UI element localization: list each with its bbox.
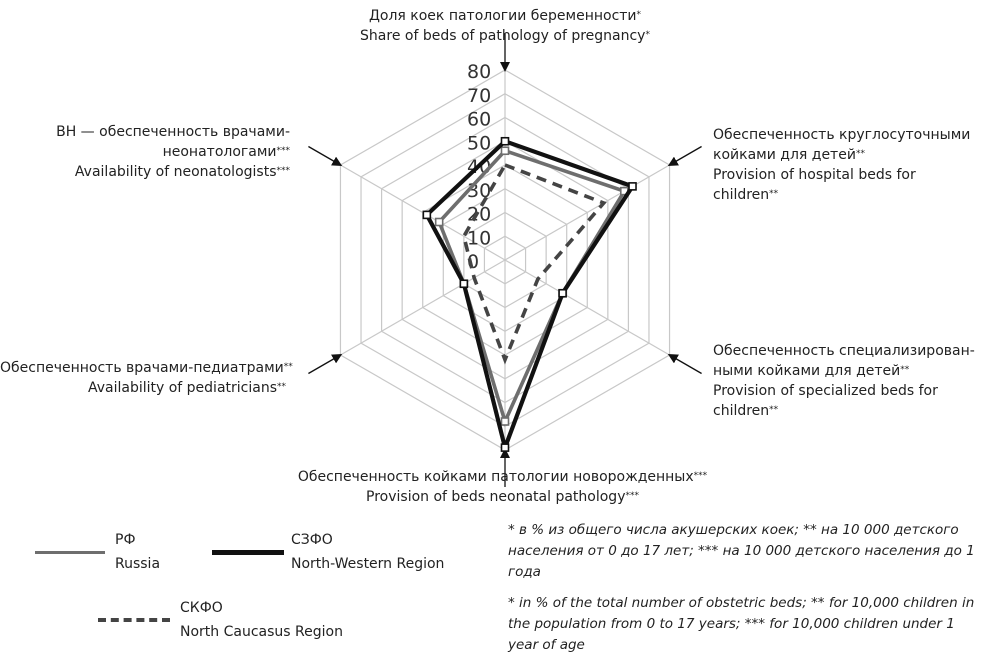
axis-label-bottom-en: Provision of beds neonatal pathology (366, 489, 626, 505)
tick-label: 70 (467, 84, 492, 107)
footnote-en: * in % of the total number of obstetric beds; ** for 10,000 children in the population from 0 to 17 years; *** for 10,000 children under 1 year of age (508, 595, 975, 653)
footnote-mark: * (645, 30, 650, 40)
tick-label: 60 (467, 108, 492, 131)
axis-label-top-ru: Доля коек патологии беременности (368, 8, 637, 24)
axis-label-lower-left (0, 358, 293, 398)
axis-arrow (670, 355, 702, 374)
axis-label-upper-right-en-2: children (713, 187, 770, 203)
footnote-ru: * в % из общего числа акушерских коек; ** на 10 000 детского населения от 0 до 17 лет; *** на 10 000 детского населения до 1 года (508, 522, 975, 580)
tick-label: 40 (467, 156, 492, 178)
footnote-mark: *** (625, 491, 639, 501)
footnote-mark: *** (276, 166, 290, 176)
axis-label-upper-left-ru-2: неонатологами (162, 144, 277, 160)
footnote-mark: ** (769, 405, 779, 415)
axis-arrow (308, 355, 340, 374)
footnote-mark: ** (900, 365, 910, 375)
footnote-mark: *** (693, 471, 708, 481)
legend-label-nw (291, 528, 444, 576)
footnotes (508, 520, 978, 666)
legend-nc-ru: СКФО (180, 600, 223, 616)
series-point-1 (629, 183, 636, 190)
axis-label-top (300, 6, 710, 46)
legend-nw-ru: СЗФО (291, 532, 333, 548)
footnote-mark: *** (276, 146, 290, 156)
axis-label-bottom-ru: Обеспеченность койками патологии новорожденных (297, 469, 694, 485)
tick-label: 80 (467, 61, 492, 83)
tick-label: 0 (467, 251, 480, 273)
footnote-mark: * (636, 10, 642, 20)
legend-nw-en: North-Western Region (291, 556, 445, 572)
series-point-0 (502, 147, 509, 154)
legend-nc-en: North Caucasus Region (180, 624, 343, 640)
series-point-0 (436, 219, 443, 226)
legend-russia-ru: РФ (115, 532, 136, 548)
axis-label-upper-right-en-1: Provision of hospital beds for (713, 167, 916, 183)
tick-label: 10 (467, 227, 492, 250)
legend-swatch-nc (98, 618, 170, 622)
series-point-1 (559, 290, 566, 297)
series-point-0 (502, 418, 509, 425)
axis-label-bottom (250, 467, 755, 507)
axis-label-lower-left-ru: Обеспеченность врачами-педиатрами (0, 360, 284, 376)
axis-label-lower-right-en-2: children (713, 403, 770, 419)
axis-label-lower-left-en: Availability of pediatricians (87, 380, 277, 396)
series-point-1 (423, 211, 430, 218)
axis-arrow (670, 147, 702, 166)
axis-label-upper-left (0, 122, 290, 182)
series-point-1 (502, 444, 509, 451)
axis-label-upper-left-en: Availability of neonatologists (74, 164, 277, 180)
axis-label-upper-right-ru-2: койками для детей (713, 147, 856, 163)
series-point-1 (460, 280, 467, 287)
axis-arrow (308, 147, 340, 166)
legend-swatch-nw (212, 550, 284, 555)
axis-label-upper-left-ru-1: ВН — обеспеченность врачами- (56, 124, 290, 140)
tick-label: 30 (467, 179, 492, 202)
axis-label-lower-right-ru-1: Обеспеченность специализирован- (713, 343, 975, 359)
footnote-mark: ** (769, 189, 779, 199)
legend-russia-en: Russia (115, 556, 161, 572)
axis-label-lower-right (713, 341, 983, 421)
legend-label-nc (180, 596, 343, 644)
axis-label-upper-right-ru-1: Обеспеченность круглосуточными (713, 127, 971, 143)
footnote-mark: ** (283, 362, 293, 372)
legend-label-russia (115, 528, 160, 576)
footnote-mark: ** (855, 149, 865, 159)
tick-label: 20 (467, 203, 492, 226)
series-point-1 (502, 138, 509, 145)
axis-label-lower-right-en-1: Provision of specialized beds for (713, 383, 938, 399)
footnote-mark: ** (277, 382, 286, 392)
axis-label-top-en: Share of beds of pathology of pregnancy (360, 28, 646, 44)
legend-swatch-russia (35, 551, 105, 554)
tick-label: 50 (467, 132, 492, 155)
axis-label-lower-right-ru-2: ными койками для детей (713, 363, 901, 379)
axis-label-upper-right (713, 125, 983, 205)
